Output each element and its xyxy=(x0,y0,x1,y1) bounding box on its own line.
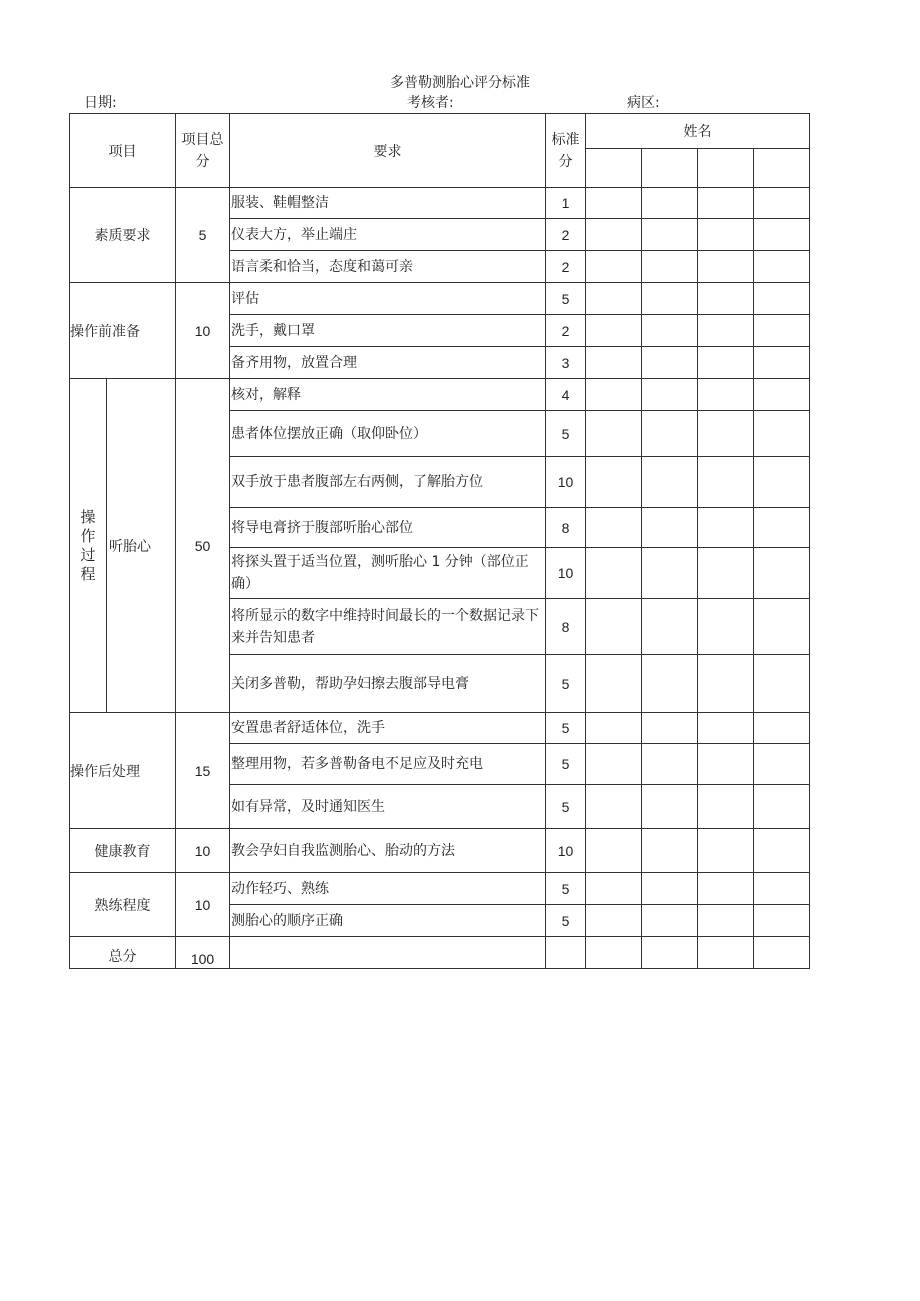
score-cell[interactable] xyxy=(698,411,754,457)
score-cell[interactable] xyxy=(642,713,698,744)
score-cell[interactable] xyxy=(754,873,810,905)
score-cell[interactable] xyxy=(586,937,642,969)
total-label: 总分 xyxy=(70,937,176,969)
score-cell[interactable] xyxy=(754,219,810,251)
section-name: 熟练程度 xyxy=(70,873,176,937)
standard-score: 5 xyxy=(546,411,586,457)
total-row xyxy=(70,937,810,969)
score-cell[interactable] xyxy=(642,347,698,379)
table-row xyxy=(70,873,810,905)
section-total: 5 xyxy=(176,188,230,283)
score-cell[interactable] xyxy=(642,188,698,219)
score-cell[interactable] xyxy=(698,785,754,829)
requirement-text: 核对，解释 xyxy=(230,379,546,411)
header-std-score: 标准 分 xyxy=(546,114,586,188)
score-cell[interactable] xyxy=(642,905,698,937)
requirement-text: 整理用物，若多普勒备电不足应及时充电 xyxy=(230,744,546,785)
requirement-text: 患者体位摆放正确（取仰卧位） xyxy=(230,411,546,457)
score-cell[interactable] xyxy=(754,599,810,655)
total-score-cell[interactable] xyxy=(546,937,586,969)
section-name: 操作前准备 xyxy=(70,283,176,379)
standard-score: 8 xyxy=(546,599,586,655)
score-cell[interactable] xyxy=(642,315,698,347)
name-cell[interactable] xyxy=(642,149,698,188)
header-item-total: 项目总 分 xyxy=(176,114,230,188)
header-name: 姓名 xyxy=(586,114,810,149)
score-cell[interactable] xyxy=(642,599,698,655)
score-cell[interactable] xyxy=(642,744,698,785)
name-cell[interactable] xyxy=(698,149,754,188)
section-total: 10 xyxy=(176,283,230,379)
score-cell[interactable] xyxy=(698,713,754,744)
score-cell[interactable] xyxy=(698,937,754,969)
scoring-table xyxy=(69,113,810,969)
section-name: 素质要求 xyxy=(70,188,176,283)
score-cell[interactable] xyxy=(698,347,754,379)
standard-score: 5 xyxy=(546,655,586,713)
standard-score: 5 xyxy=(546,283,586,315)
score-cell[interactable] xyxy=(586,599,642,655)
name-cell[interactable] xyxy=(586,149,642,188)
score-cell[interactable] xyxy=(754,347,810,379)
score-cell[interactable] xyxy=(586,905,642,937)
standard-score: 5 xyxy=(546,785,586,829)
score-cell[interactable] xyxy=(586,411,642,457)
standard-score: 2 xyxy=(546,219,586,251)
score-cell[interactable] xyxy=(698,188,754,219)
section-name: 健康教育 xyxy=(70,829,176,873)
score-cell[interactable] xyxy=(754,315,810,347)
requirement-text: 教会孕妇自我监测胎心、胎动的方法 xyxy=(230,829,546,873)
score-cell[interactable] xyxy=(586,457,642,508)
section-total: 10 xyxy=(176,873,230,937)
score-cell[interactable] xyxy=(754,655,810,713)
score-cell[interactable] xyxy=(754,283,810,315)
standard-score: 8 xyxy=(546,508,586,548)
score-cell[interactable] xyxy=(586,315,642,347)
total-value: 100 xyxy=(176,937,230,969)
score-cell[interactable] xyxy=(698,873,754,905)
score-cell[interactable] xyxy=(586,655,642,713)
table-row xyxy=(70,379,810,411)
header-item: 项目 xyxy=(70,114,176,188)
score-cell[interactable] xyxy=(642,379,698,411)
header-requirement: 要求 xyxy=(230,114,546,188)
score-cell[interactable] xyxy=(642,508,698,548)
standard-score: 10 xyxy=(546,457,586,508)
requirement-text: 测胎心的顺序正确 xyxy=(230,905,546,937)
score-cell[interactable] xyxy=(642,785,698,829)
score-cell[interactable] xyxy=(698,599,754,655)
requirement-text: 仪表大方，举止端庄 xyxy=(230,219,546,251)
section-total: 10 xyxy=(176,829,230,873)
table-row xyxy=(70,713,810,744)
score-cell[interactable] xyxy=(698,829,754,873)
score-cell[interactable] xyxy=(586,744,642,785)
table-row xyxy=(70,829,810,873)
subsection-name: 听胎心 xyxy=(107,379,176,713)
score-cell[interactable] xyxy=(642,283,698,315)
score-cell[interactable] xyxy=(586,829,642,873)
table-row xyxy=(70,283,810,315)
score-cell[interactable] xyxy=(698,457,754,508)
score-cell[interactable] xyxy=(754,713,810,744)
requirement-text: 双手放于患者腹部左右两侧，了解胎方位 xyxy=(230,457,546,508)
requirement-text: 服装、鞋帽整洁 xyxy=(230,188,546,219)
score-cell[interactable] xyxy=(698,251,754,283)
standard-score: 1 xyxy=(546,188,586,219)
score-cell[interactable] xyxy=(586,508,642,548)
requirement-text: 语言柔和恰当，态度和蔼可亲 xyxy=(230,251,546,283)
score-cell[interactable] xyxy=(586,188,642,219)
score-cell[interactable] xyxy=(586,347,642,379)
requirement-text: 关闭多普勒，帮助孕妇擦去腹部导电膏 xyxy=(230,655,546,713)
score-cell[interactable] xyxy=(754,785,810,829)
standard-score: 10 xyxy=(546,829,586,873)
standard-score: 5 xyxy=(546,744,586,785)
section-name-vertical: 操 作 过 程 xyxy=(70,379,107,713)
score-cell[interactable] xyxy=(754,744,810,785)
score-cell[interactable] xyxy=(754,905,810,937)
score-cell[interactable] xyxy=(754,251,810,283)
header-row xyxy=(70,114,810,149)
standard-score: 5 xyxy=(546,713,586,744)
examiner-label: 考核者: xyxy=(407,95,454,111)
score-cell[interactable] xyxy=(586,283,642,315)
requirement-text: 将导电膏挤于腹部听胎心部位 xyxy=(230,508,546,548)
section-total: 15 xyxy=(176,713,230,829)
standard-score: 5 xyxy=(546,905,586,937)
requirement-text: 如有异常，及时通知医生 xyxy=(230,785,546,829)
score-cell[interactable] xyxy=(754,937,810,969)
score-cell[interactable] xyxy=(586,251,642,283)
standard-score: 3 xyxy=(546,347,586,379)
page-title: 多普勒测胎心评分标准 xyxy=(390,75,530,91)
score-cell[interactable] xyxy=(586,873,642,905)
standard-score: 2 xyxy=(546,251,586,283)
score-cell[interactable] xyxy=(698,315,754,347)
score-cell[interactable] xyxy=(754,188,810,219)
score-cell[interactable] xyxy=(754,508,810,548)
score-cell[interactable] xyxy=(698,508,754,548)
score-cell[interactable] xyxy=(642,411,698,457)
score-cell[interactable] xyxy=(698,219,754,251)
standard-score: 2 xyxy=(546,315,586,347)
score-cell[interactable] xyxy=(586,219,642,251)
requirement-text: 洗手，戴口罩 xyxy=(230,315,546,347)
score-cell[interactable] xyxy=(754,457,810,508)
score-cell[interactable] xyxy=(698,548,754,599)
score-cell[interactable] xyxy=(642,251,698,283)
total-requirement-cell xyxy=(230,937,546,969)
score-cell[interactable] xyxy=(586,548,642,599)
section-name: 操作后处理 xyxy=(70,713,176,829)
score-cell[interactable] xyxy=(698,379,754,411)
standard-score: 10 xyxy=(546,548,586,599)
requirement-text: 将所显示的数字中维持时间最长的一个数据记录下来并告知患者 xyxy=(230,599,546,655)
score-cell[interactable] xyxy=(642,937,698,969)
score-cell[interactable] xyxy=(642,873,698,905)
name-cell[interactable] xyxy=(754,149,810,188)
score-cell[interactable] xyxy=(642,219,698,251)
section-total: 50 xyxy=(176,379,230,713)
date-label: 日期: xyxy=(84,95,117,111)
score-cell[interactable] xyxy=(642,548,698,599)
table-row xyxy=(70,188,810,219)
ward-label: 病区: xyxy=(627,95,660,111)
requirement-text: 将探头置于适当位置，测听胎心 1 分钟（部位正确） xyxy=(230,548,546,599)
requirement-text: 安置患者舒适体位，洗手 xyxy=(230,713,546,744)
score-cell[interactable] xyxy=(642,457,698,508)
score-cell[interactable] xyxy=(586,379,642,411)
score-cell[interactable] xyxy=(698,655,754,713)
score-cell[interactable] xyxy=(642,829,698,873)
score-cell[interactable] xyxy=(586,785,642,829)
standard-score: 5 xyxy=(546,873,586,905)
requirement-text: 备齐用物，放置合理 xyxy=(230,347,546,379)
score-cell[interactable] xyxy=(698,283,754,315)
score-cell[interactable] xyxy=(754,379,810,411)
score-cell[interactable] xyxy=(642,655,698,713)
score-cell[interactable] xyxy=(698,905,754,937)
score-cell[interactable] xyxy=(698,744,754,785)
score-cell[interactable] xyxy=(754,829,810,873)
requirement-text: 评估 xyxy=(230,283,546,315)
score-cell[interactable] xyxy=(586,713,642,744)
requirement-text: 动作轻巧、熟练 xyxy=(230,873,546,905)
score-cell[interactable] xyxy=(754,548,810,599)
standard-score: 4 xyxy=(546,379,586,411)
score-cell[interactable] xyxy=(754,411,810,457)
